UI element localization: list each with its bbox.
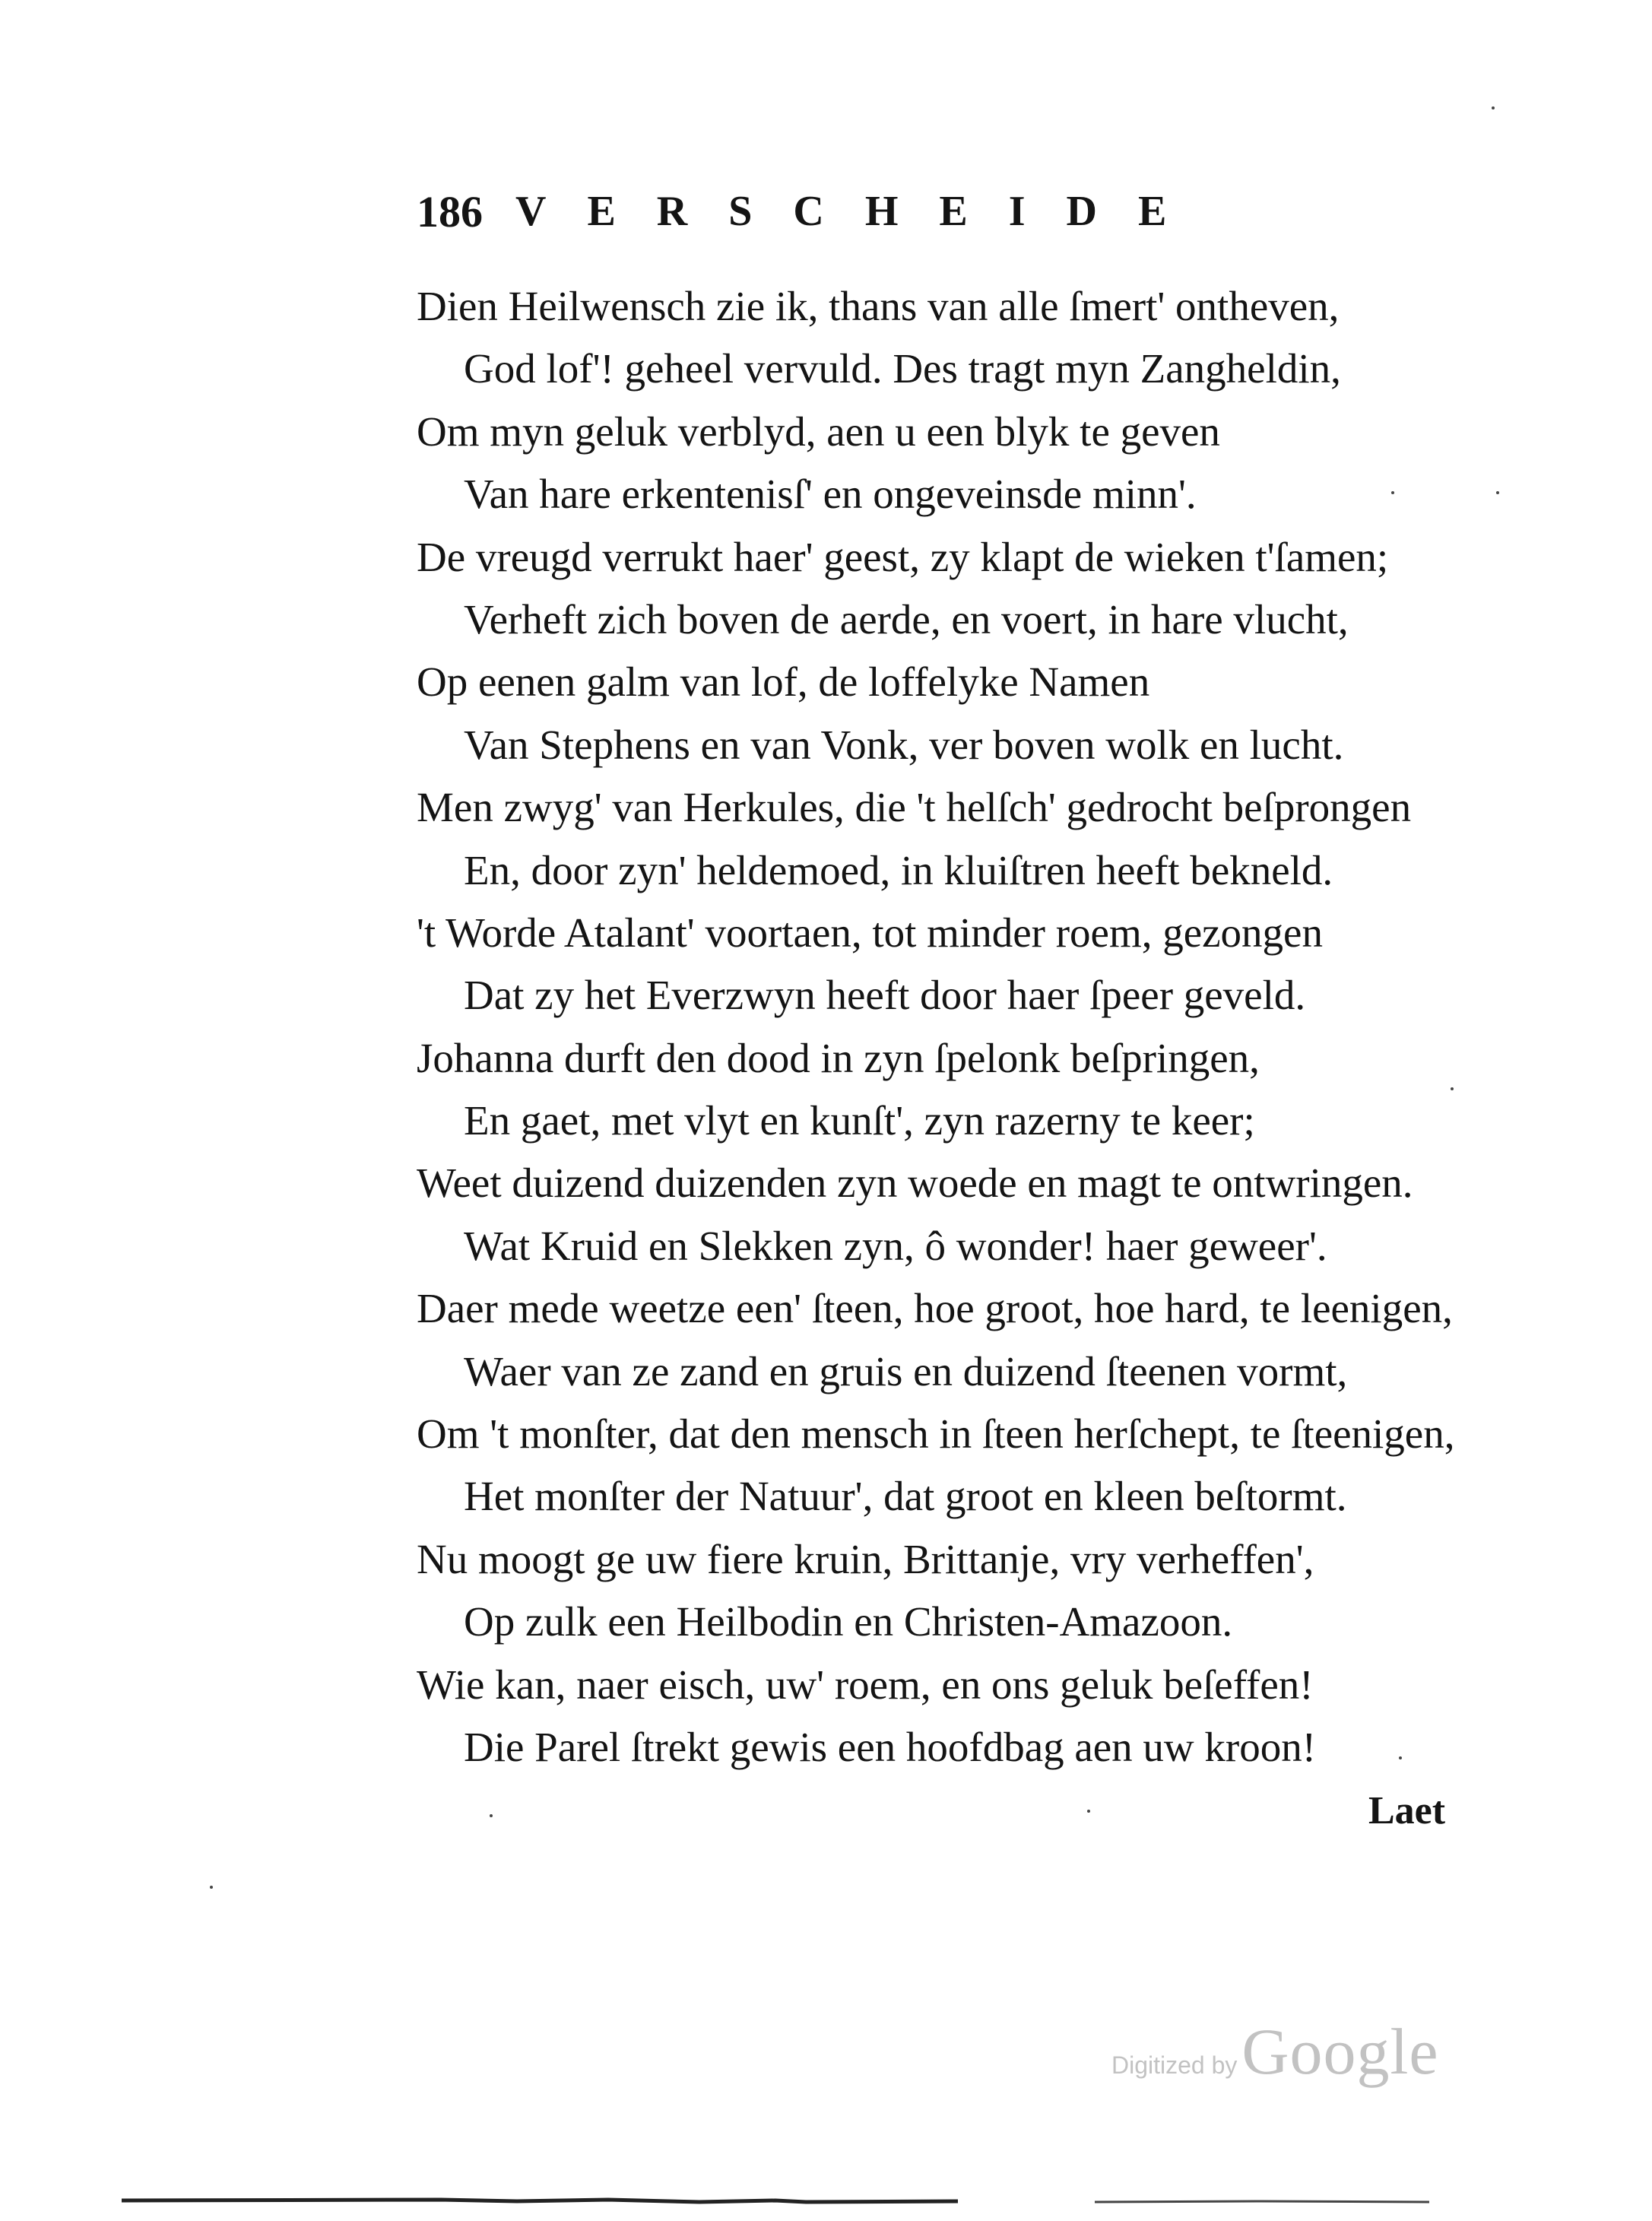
poem-line-14: En gaet, met vlyt en kunſt', zyn razerny te keer; xyxy=(464,1097,1255,1144)
poem-line-13: Johanna durft den dood in zyn ſpelonk beſpringen, xyxy=(417,1034,1260,1081)
print-speck xyxy=(1492,106,1495,109)
poem-line-24: Die Parel ſtrekt gewis een hoofdbag aen uw kroon! xyxy=(464,1723,1317,1770)
poem-line-4: Van hare erkentenisſ' en ongeveinsde minn'. xyxy=(464,471,1197,518)
page-number: 186 xyxy=(417,186,483,236)
poem-line-21: Nu moogt ge uw fiere kruin, Brittanje, vry verheffen', xyxy=(417,1535,1314,1582)
poem-line-5: De vreugd verrukt haer' geest, zy klapt de wieken t'ſamen; xyxy=(417,533,1389,580)
print-speck xyxy=(490,1814,493,1817)
digitized-watermark xyxy=(1111,2013,1439,2089)
poem-line-11: 't Worde Atalant' voortaen, tot minder roem, gezongen xyxy=(417,909,1323,956)
print-speck xyxy=(1391,491,1394,494)
poem-line-6: Verheft zich boven de aerde, en voert, in hare vlucht, xyxy=(464,595,1349,643)
page-header xyxy=(417,181,1359,242)
google-logo: Google xyxy=(1241,2015,1439,2088)
poem-line-20: Het monſter der Natuur', dat groot en kleen beſtormt. xyxy=(464,1473,1347,1520)
poem-line-16: Wat Kruid en Slekken zyn, ô wonder! haer geweer'. xyxy=(464,1222,1327,1269)
poem-line-9: Men zwyg' van Herkules, die 't helſch' gedrocht beſprongen xyxy=(417,784,1412,831)
watermark-label: Digitized by xyxy=(1111,2051,1238,2079)
print-speck xyxy=(1399,1756,1402,1759)
poem-line-2: God lof'! geheel vervuld. Des tragt myn Zangheldin, xyxy=(464,345,1341,392)
poem-line-19: Om 't monſter, dat den mensch in ſteen herſchept, te ſteenigen, xyxy=(417,1410,1455,1458)
page-edge-shadow xyxy=(122,2193,1429,2205)
catchword: Laet xyxy=(1368,1789,1446,1832)
print-speck xyxy=(1451,1087,1454,1090)
poem-line-3: Om myn geluk verblyd, aen u een blyk te geven xyxy=(417,408,1220,455)
poem-line-12: Dat zy het Everzwyn heeft door haer ſpeer geveld. xyxy=(464,972,1306,1019)
poem-line-7: Op eenen galm van lof, de loffelyke Namen xyxy=(417,658,1150,706)
poem-text xyxy=(417,275,1481,1778)
poem-line-17: Daer mede weetze een' ſteen, hoe groot, hoe hard, te leenigen, xyxy=(417,1285,1453,1332)
running-head: VERSCHEIDE xyxy=(515,188,1208,235)
poem-line-8: Van Stephens en van Vonk, ver boven wolk en lucht. xyxy=(464,721,1344,768)
print-speck xyxy=(210,1886,213,1889)
poem-line-18: Waer van ze zand en gruis en duizend ſteenen vormt, xyxy=(464,1347,1348,1394)
print-speck xyxy=(1496,491,1499,494)
print-speck xyxy=(1087,1810,1090,1813)
poem-line-23: Wie kan, naer eisch, uw' roem, en ons geluk beſeffen! xyxy=(417,1661,1314,1708)
poem-line-1: Dien Heilwensch zie ik, thans van alle ſmert' ontheven, xyxy=(417,283,1340,329)
poem-line-22: Op zulk een Heilbodin en Christen-Amazoon. xyxy=(464,1598,1233,1645)
poem-line-10: En, door zyn' heldemoed, in kluiſtren heeft bekneld. xyxy=(464,846,1333,893)
poem-line-15: Weet duizend duizenden zyn woede en magt te ontwringen. xyxy=(417,1160,1413,1207)
